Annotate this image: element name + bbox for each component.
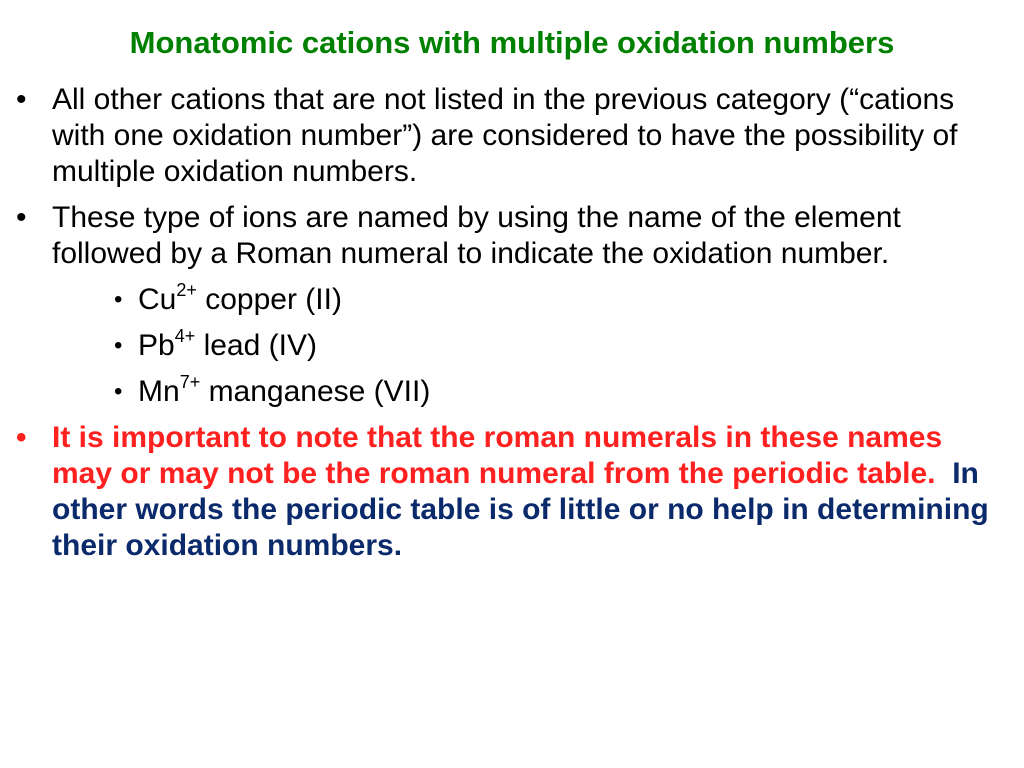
bullet-dot: • — [16, 83, 27, 116]
sub-bullet-dot: • — [114, 286, 123, 313]
sub-bullet-dot: • — [114, 378, 123, 405]
ion-charge: 4+ — [174, 326, 196, 346]
example-item — [12, 282, 1002, 318]
ion-charge: 2+ — [176, 280, 197, 300]
ion-charge: 7+ — [179, 372, 201, 392]
note-bullet — [12, 420, 1002, 564]
slide-content — [12, 82, 1002, 574]
bullet-item — [12, 82, 1002, 190]
bullet-text: These type of ions are named by using the name of the element followed by a Roman numeral to indicate the oxidation number. — [52, 201, 901, 270]
sub-bullet-dot: • — [114, 332, 123, 359]
bullet-item — [12, 200, 1002, 272]
note-red-text: It is important to note that the roman numerals in these names may or may not be the roman numeral from the periodic table. — [52, 421, 943, 490]
note-navy-text: In other words the periodic table is of little or no help in determining their oxidation numbers. — [52, 457, 989, 562]
ion-name: lead (IV) — [203, 329, 317, 362]
ion-name: manganese (VII) — [208, 375, 431, 408]
ion-symbol: Cu — [138, 283, 177, 316]
ion-symbol: Mn — [138, 375, 180, 408]
example-item — [12, 374, 1002, 410]
example-item — [12, 328, 1002, 364]
ion-symbol: Pb — [138, 329, 175, 362]
ion-name: copper (II) — [205, 283, 342, 316]
note-bullet-dot: • — [16, 421, 27, 454]
slide-title: Monatomic cations with multiple oxidation numbers — [129, 25, 895, 60]
bullet-dot: • — [16, 201, 27, 234]
bullet-text: All other cations that are not listed in the previous category (“cations with one oxidation number”) are considered to have the possibility of multiple oxidation numbers. — [52, 83, 958, 188]
